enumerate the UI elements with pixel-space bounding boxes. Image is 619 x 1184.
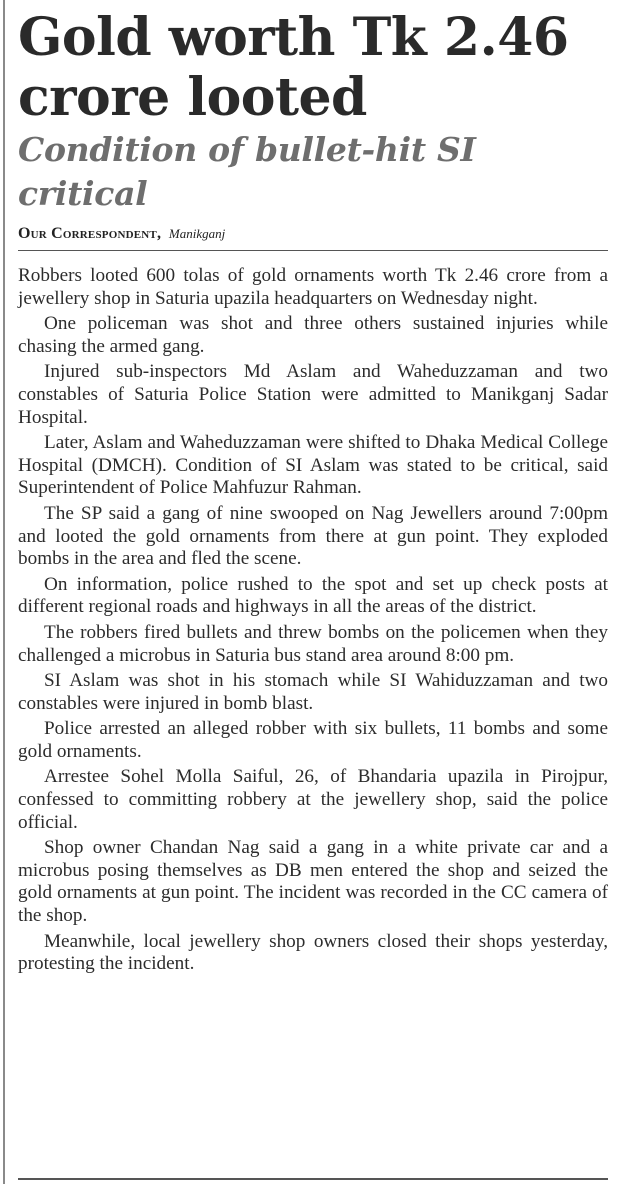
byline-location: Manikganj [168, 226, 226, 241]
paragraph: Meanwhile, local jewellery shop owners closed their shops yesterday, protesting the incident. [18, 930, 608, 975]
paragraph: Police arrested an alleged robber with six bullets, 11 bombs and some gold ornaments. [18, 718, 608, 762]
paragraph: SI Aslam was shot in his stomach while SI Wahiduzzaman and two constables were injured in bomb blast. [18, 670, 608, 714]
paragraph: On information, police rushed to the spot and set up check posts at different regional roads and highways in all the areas of the district. [18, 573, 608, 618]
paragraph: The SP said a gang of nine swooped on Nag Jewellers around 7:00pm and looted the gold ornaments from there at gun point. They exploded bombs in the area and fled the scene. [18, 502, 608, 570]
paragraph: Robbers looted 600 tolas of gold ornaments worth Tk 2.46 crore from a jewellery shop in Saturia upazila headquarters on Wednesday night. [18, 265, 608, 309]
article-body [18, 265, 608, 976]
news-article [18, 8, 608, 979]
subheadline: Condition of bullet-hit SI critical [18, 130, 476, 213]
paragraph: Injured sub-inspectors Md Aslam and Waheduzzaman and two constables of Saturia Police Station were admitted to Manikganj Sadar Hospital. [18, 361, 608, 428]
left-column-rule [3, 0, 5, 1184]
paragraph: Arrestee Sohel Molla Saiful, 26, of Bhandaria upazila in Pirojpur, confessed to committing robbery at the jewellery shop, said the police official. [18, 766, 608, 833]
bottom-rule [18, 1178, 608, 1180]
byline [18, 224, 608, 251]
headline: Gold worth Tk 2.46 crore looted [18, 7, 569, 128]
paragraph: One policeman was shot and three others sustained injuries while chasing the armed gang. [18, 313, 608, 357]
paragraph: Shop owner Chandan Nag said a gang in a white private car and a microbus posing themselves as DB men entered the shop and seized the gold ornaments at gun point. The incident was recorded in the CC camera of the shop. [18, 837, 608, 927]
paragraph: Later, Aslam and Waheduzzaman were shifted to Dhaka Medical College Hospital (DMCH). Condition of SI Aslam was stated to be critical, said Superintendent of Police Mahfuzur Rahman. [18, 432, 608, 499]
byline-author: Our Correspondent, [18, 225, 162, 242]
paragraph: The robbers fired bullets and threw bombs on the policemen when they challenged a microbus in Saturia bus stand area around 8:00 pm. [18, 621, 608, 666]
